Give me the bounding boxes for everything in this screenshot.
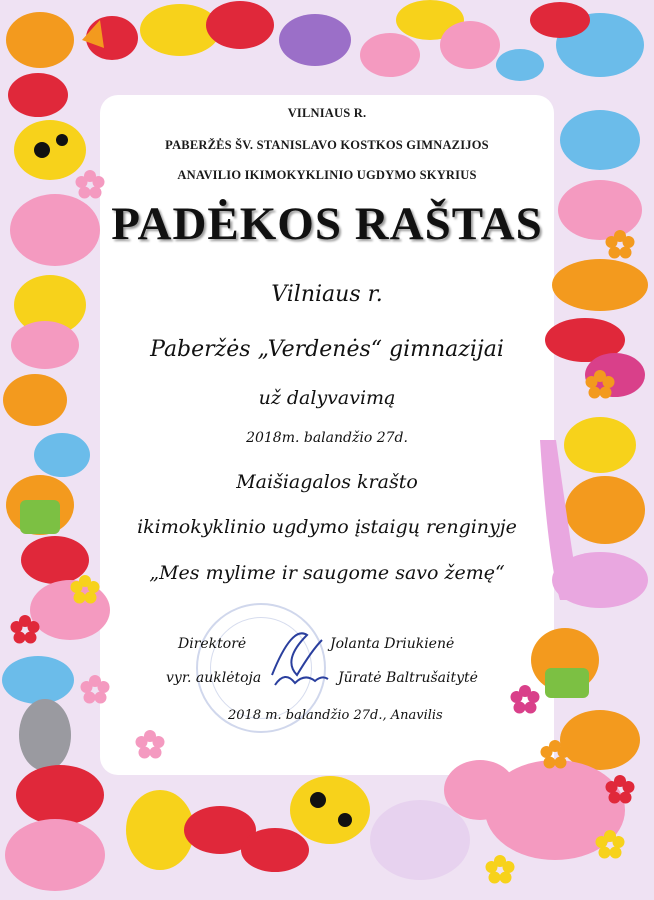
header-department: ANAVILIO IKIMOKYKLINIO UGDYMO SKYRIUS (177, 168, 477, 182)
director-name: Jolanta Driukienė (330, 636, 455, 652)
teacher-role: vyr. auklėtoja (166, 670, 262, 686)
event-region: Maišiagalos krašto (236, 471, 418, 493)
teacher-signature-mark (270, 665, 330, 695)
document-title: PADĖKOS RAŠTAS (111, 198, 543, 250)
for-participation-text: už dalyvavimą (258, 387, 396, 409)
header-school: PABERŽĖS ŠV. STANISLAVO KOSTKOS GIMNAZIJOS (165, 138, 489, 152)
event-description: ikimokyklinio ugdymo įstaigų renginyje (137, 516, 517, 538)
recipient-district: Vilniaus r. (271, 282, 383, 307)
header-district: VILNIAUS R. (287, 106, 367, 120)
footer-date-place: 2018 m. balandžio 27d., Anavilis (228, 708, 443, 723)
event-name: „Mes mylime ir saugome savo žemę“ (149, 562, 505, 584)
director-role: Direktorė (178, 636, 247, 652)
event-date: 2018m. balandžio 27d. (246, 430, 408, 446)
recipient-school: Paberžės „Verdenės“ gimnazijai (150, 337, 504, 362)
teacher-name: Jūratė Baltrušaitytė (338, 670, 478, 686)
